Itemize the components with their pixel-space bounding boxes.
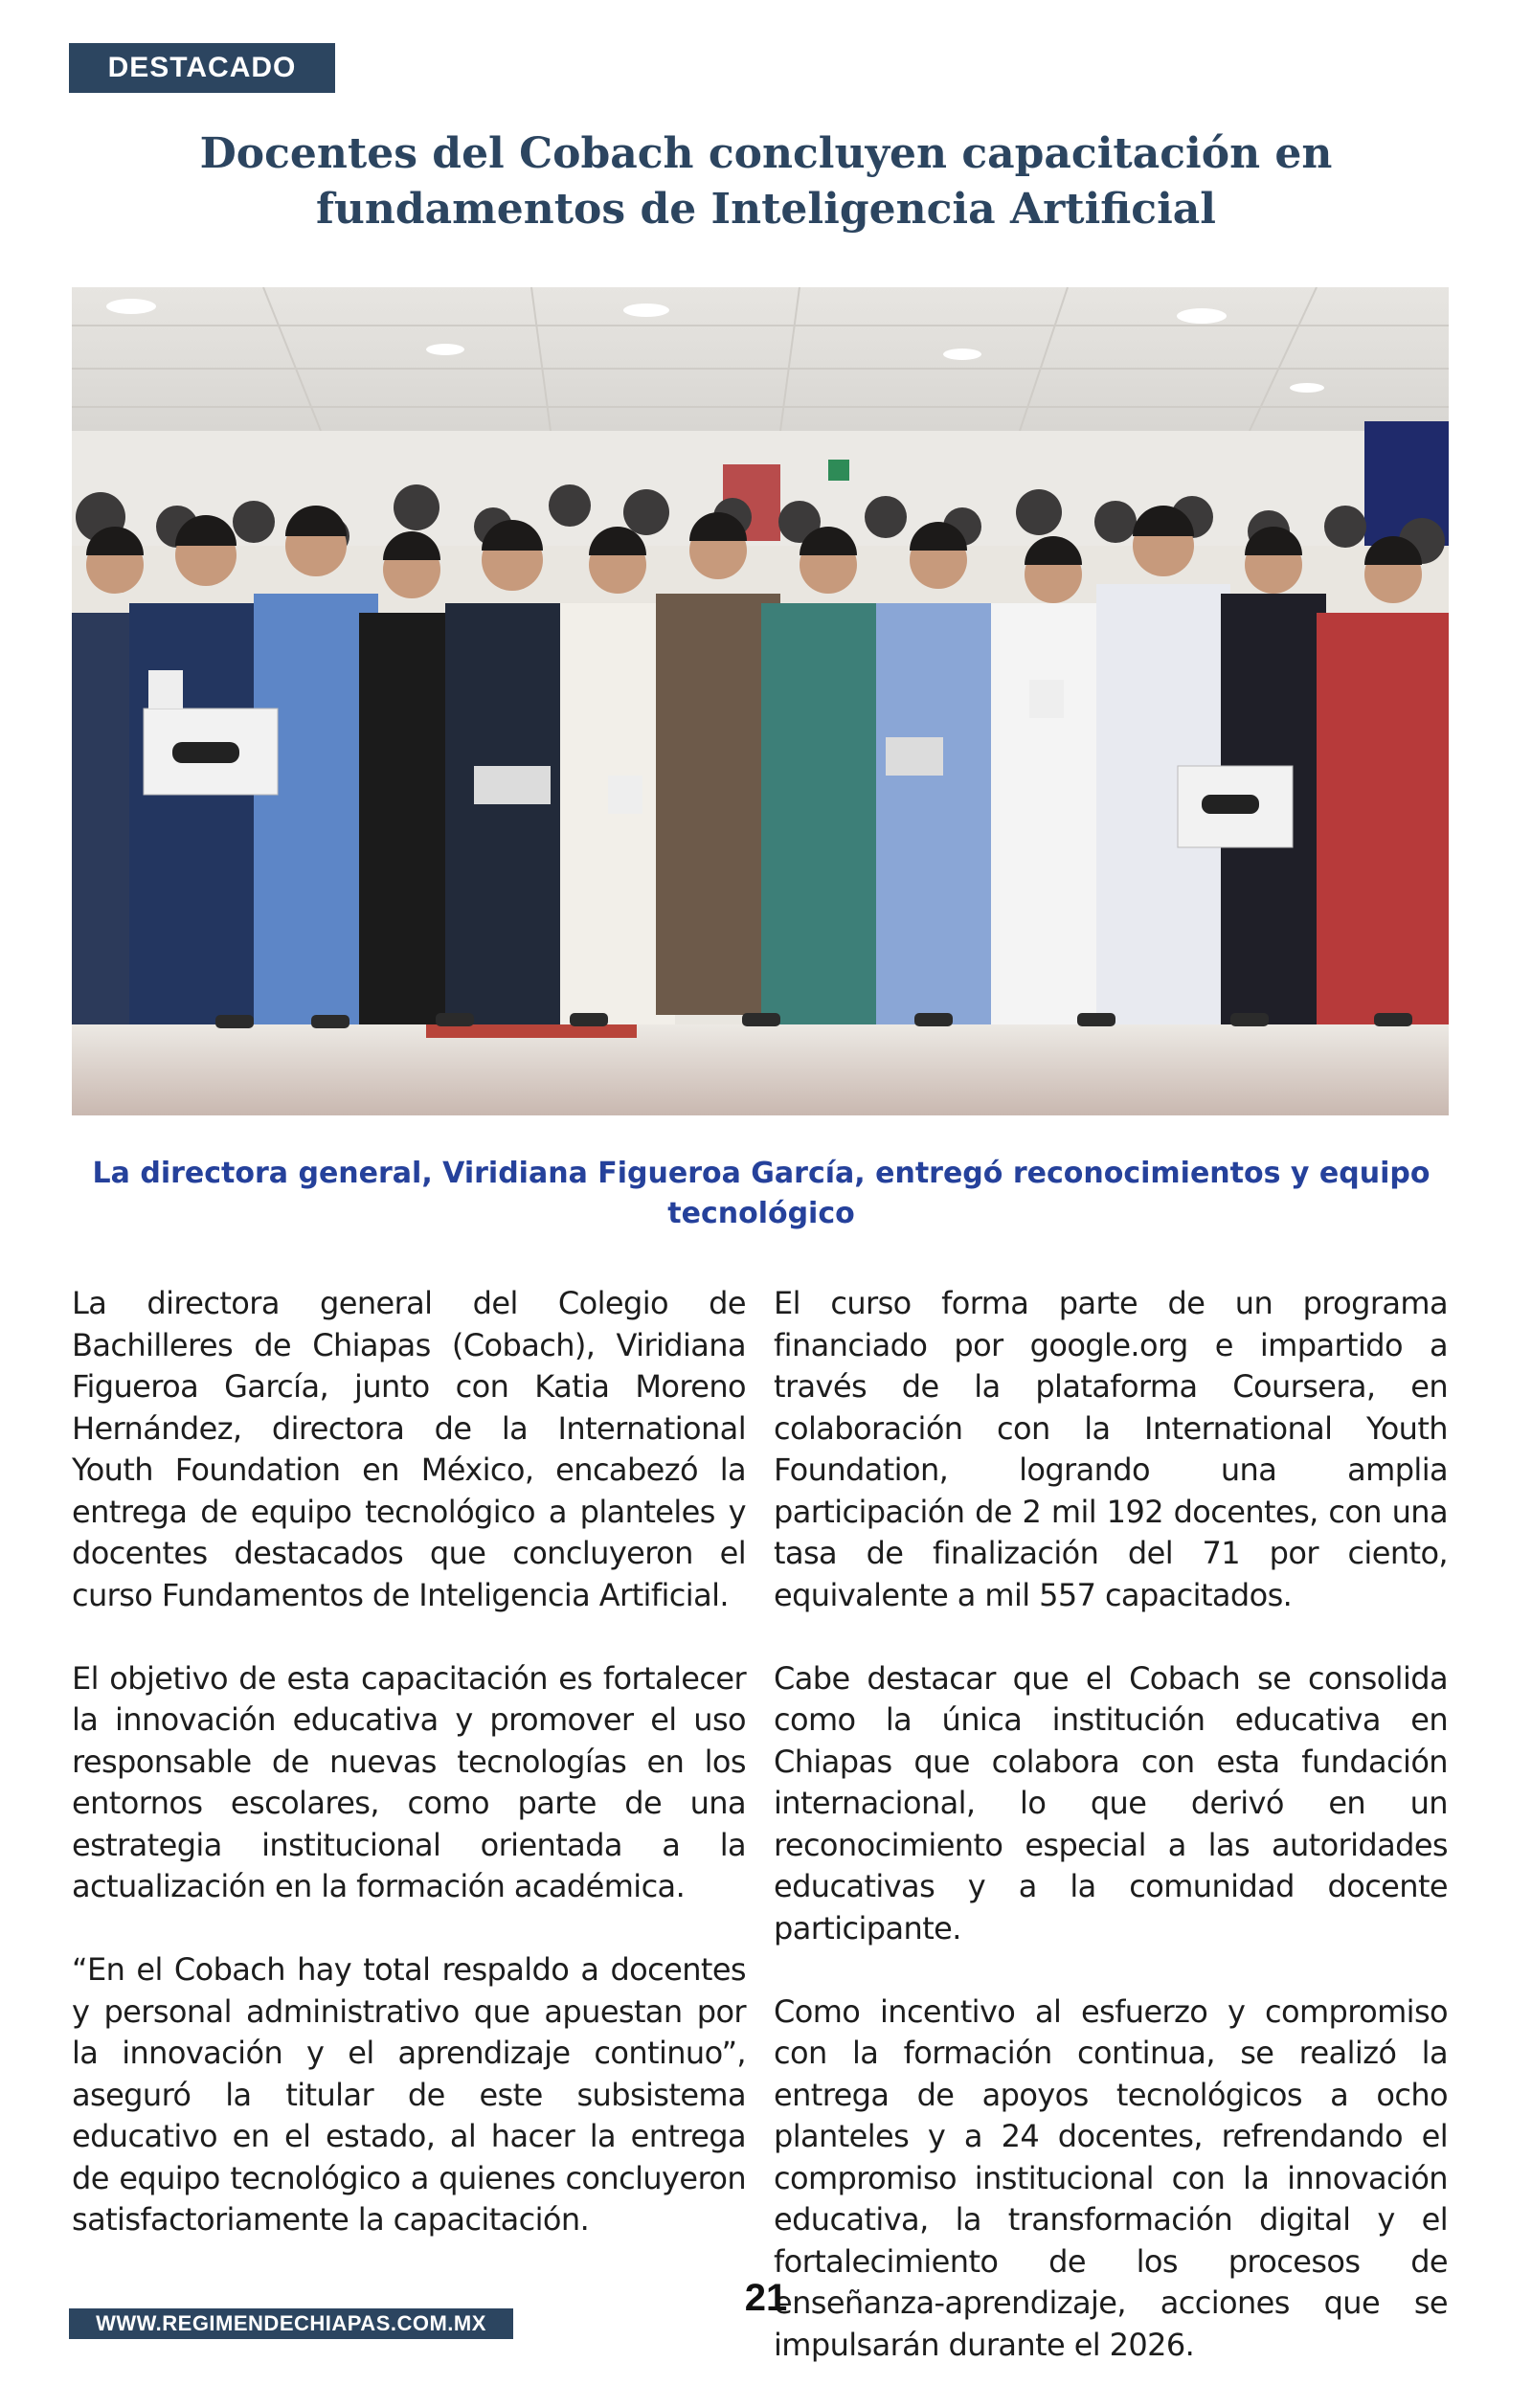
article-paragraph: El objetivo de esta capacitación es fortalecer la innovación educativa y promover el uso responsable de nuevas tecnologías en los entornos escolares, como parte de una estrategia institucional orientada a la actualización en la formación académica.: [72, 1659, 746, 1904]
article-paragraph: El curso forma parte de un programa financiado por google.org e impartido a través de la plataforma Coursera, en colaboración con la International Youth Foundation, logrando una amplia participación de 2 mil 192 docentes, con una tasa de finalización del 71 por ciento, equivalente a mil 557 capacitados.: [774, 1285, 1448, 1613]
article-paragraph: La directora general del Colegio de Bachilleres de Chiapas (Cobach), Viridiana Figueroa García, junto con Katia Moreno Hernández, directora de la International Youth Foundation en México, encabezó la entrega de equipo tecnológico a planteles y docentes destacados que concluyeron el curso Fundamentos de Inteligencia Artificial.: [72, 1285, 746, 1613]
footer-website-link[interactable]: WWW.REGIMENDECHIAPAS.COM.MX: [69, 2308, 513, 2339]
page-number: 21: [744, 2277, 788, 2319]
article-paragraph: Cabe destacar que el Cobach se consolida como la única institución educativa en Chiapas que colabora con esta fundación internacional, lo que derivó en un reconocimiento especial a las autoridades educativas y a la comunidad docente participante.: [774, 1659, 1448, 1947]
article-column-left: [72, 1283, 746, 2283]
article-column-right: [774, 1283, 1448, 2408]
article-photo: [72, 287, 1449, 1115]
article-paragraph: Como incentivo al esfuerzo y compromiso con la formación continua, se realizó la entrega de apoyos tecnológicos a ocho planteles y a 24 docentes, refrendando el compromiso institucional con la innovación educativa, la transformación digital y el fortalecimiento de los procesos de enseñanza-aprendizaje, acciones que se impulsarán durante el 2026.: [774, 1992, 1448, 2363]
group-photo-icon: [72, 287, 1449, 1115]
article-paragraph: “En el Cobach hay total respaldo a docentes y personal administrativo que apuestan por la innovación y el aprendizaje continuo”, aseguró la titular de este subsistema educativo en el estado, al hacer la entrega de equipo tecnológico a quienes concluyeron satisfactoriamente la capacitación.: [72, 1951, 746, 2238]
photo-caption: La directora general, Viridiana Figueroa García, entregó reconocimientos y equipo tecnológico: [92, 1157, 1431, 1230]
section-tag: DESTACADO: [69, 43, 335, 93]
article-headline: Docentes del Cobach concluyen capacitación en fundamentos de Inteligencia Artificial: [199, 129, 1333, 234]
